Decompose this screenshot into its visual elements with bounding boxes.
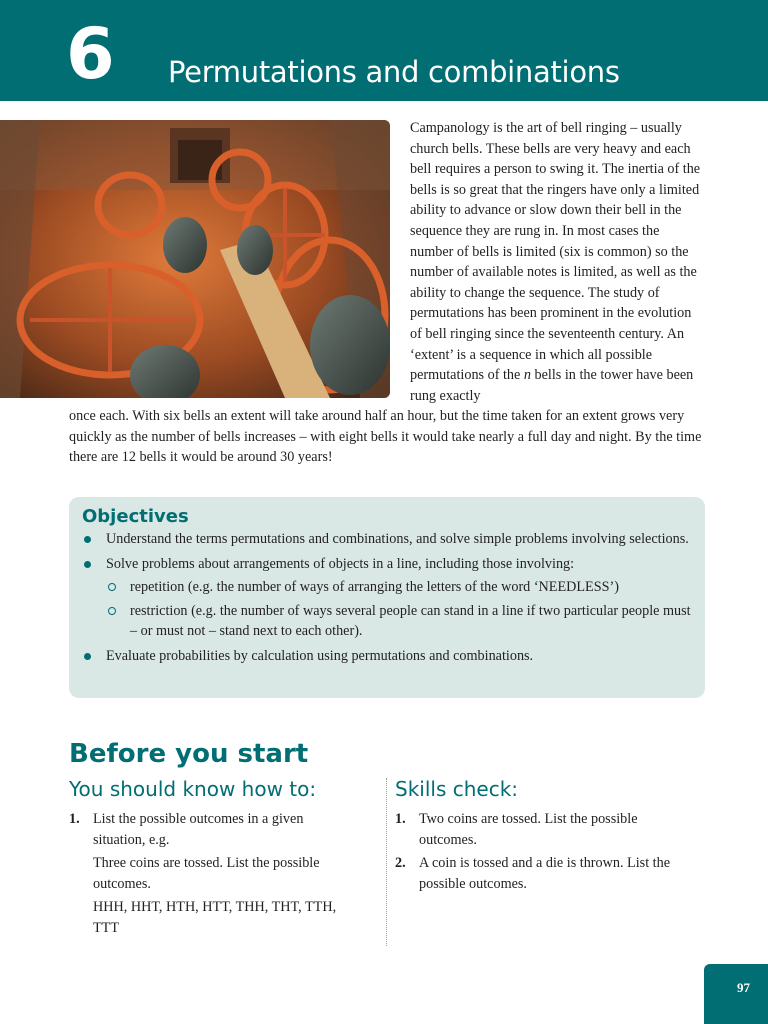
intro-italic-n: n [523,367,531,384]
intro-paragraph-continued: once each. With six bells an extent will take around half an hour, but the time taken for an extent grows very quickly as the number of bells increases – with eight bells it would take nearly a full day and night. By the time there are 12 bells it would be around 30 years! [69,408,702,466]
know-how-item [69,809,359,939]
bell-tower-photo [0,120,390,398]
item-number: 1. [395,811,406,827]
objective-item [69,554,705,642]
objective-sub-text: restriction (e.g. the number of ways several people can stand in a line if two particular people must – or must not – stand next to each other). [130,602,691,640]
objective-sub-text: repetition (e.g. the number of ways of arranging the letters of the word ‘NEEDLESS’) [130,579,619,596]
page-number-tab [704,964,768,1024]
objective-text: Evaluate probabilities by calculation using permutations and combinations. [106,647,534,664]
know-how-heading: You should know how to: [69,777,317,801]
objective-sub-item [106,577,691,598]
skills-check-list [395,809,675,897]
intro-paragraph [410,118,705,406]
page-number: 97 [737,980,750,995]
column-divider [386,778,387,946]
bells-illustration [0,120,390,398]
item-number: 1. [69,811,80,827]
skills-check-item [395,853,675,894]
intro-text-start: Campanology is the art of bell ringing – usually church bells. These bells are very heavy and each bell requires a person to swing it. The inertia of the bells is so great that the ringers have only a limited ability to advance or slow down their bell in the sequence they are rung in. In most cases the number of bells is limited (six is common) so the number of available notes is limited, as well as the ability to change the sequence. The study of permutations has been prominent in the evolution of bell ringing since the seventeenth century. An ‘extent’ is a sequence in which all possible permutations of the [410,120,701,384]
objective-sub-item [106,601,691,642]
objectives-box [69,497,705,698]
intro-text-end: bells in the tower have been rung exactly [410,367,694,404]
chapter-number: 6 [66,13,115,95]
objective-item [69,529,705,550]
item-text: List the possible outcomes in a given situation, e.g. [93,811,304,848]
chapter-title: Permutations and combinations [168,55,620,89]
know-how-list [69,809,359,942]
skills-check-heading: Skills check: [395,777,519,801]
before-you-start-title: Before you start [69,739,309,769]
bullet-icon [84,536,91,543]
objective-sub-list [106,577,691,642]
item-text: A coin is tossed and a die is thrown. List the possible outcomes. [419,855,671,892]
bullet-icon [84,653,91,660]
objective-text: Solve problems about arrangements of objects in a line, including those involving: [106,555,575,572]
objectives-title: Objectives [82,506,189,527]
chapter-header [0,0,768,101]
objective-text: Understand the terms permutations and combinations, and solve simple problems involving selections. [106,531,689,547]
bullet-icon [84,561,91,568]
example-text: Three coins are tossed. List the possible outcomes. [93,855,320,892]
ring-bullet-icon [108,607,116,615]
item-number: 2. [395,855,406,872]
objective-item [69,646,705,667]
item-text: Two coins are tossed. List the possible outcomes. [419,811,638,848]
example-answer: HHH, HHT, HTH, HTT, THH, THT, TTH, TTT [93,899,337,936]
objectives-list [69,529,705,671]
ring-bullet-icon [108,583,116,591]
skills-check-item [395,809,675,850]
